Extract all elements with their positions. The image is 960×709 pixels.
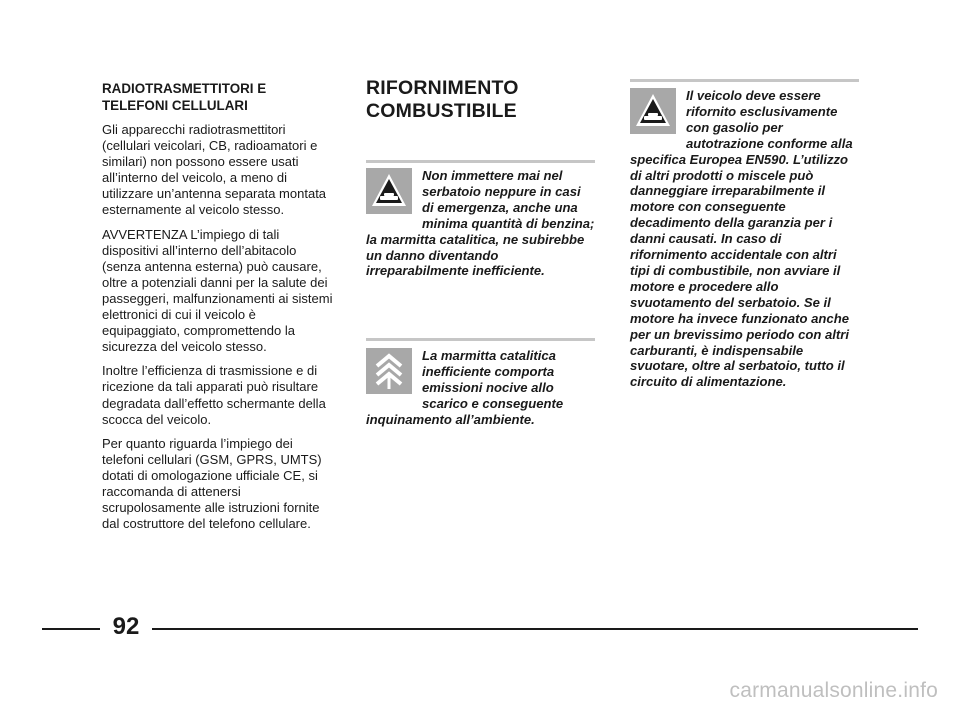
warning-note-box [366, 168, 595, 279]
car-warning-triangle-icon [366, 168, 412, 214]
environment-note-box [366, 348, 595, 428]
diesel-warning-text: Il veicolo deve essere rifornito esclusivamente con gasolio per autotrazione conforme alla specifica Europea EN590. L’utilizzo di altri prodotti o miscele può danneggiare irreparabilmente il motore con conseguente decadimento della garanzia per i danni causati. In caso di rifornimento accidentale con altri tipi di combustibile, non avviare il motore e procedere allo svuotamento del serbatoio. Se il motore ha invece funzionato anche per un brevissimo periodo con altri carburanti, è indispensabile svuotare, oltre al serbatoio, tutto il circuito di alimentazione. [630, 88, 853, 390]
section-heading-radio: RADIOTRASMETTITORI E TELEFONI CELLULARI [102, 81, 267, 113]
environment-note-text: La marmitta catalitica inefficiente comporta emissioni nocive allo scarico e conseguente inquinamento all’ambiente. [366, 348, 564, 427]
fuel-warning-text: Non immettere mai nel serbatoio neppure in casi di emergenza, anche una minima quantità di benzina; la marmitta catalitica, ne subirebbe un danno diventando irreparabilmente inefficiente. [366, 168, 595, 279]
paragraph: Inoltre l’efficienza di trasmissione e di ricezione da tali apparati può risultare degradata dall’effetto schermante della scocca del veicolo. [102, 363, 326, 427]
divider [630, 79, 859, 82]
divider [366, 160, 595, 163]
page-number: 92 [112, 613, 140, 640]
footer-line-right [152, 628, 918, 630]
diesel-warning-box [630, 88, 859, 390]
left-column [102, 80, 334, 540]
section-heading-fuel: RIFORNIMENTO COMBUSTIBILE [366, 77, 519, 122]
paragraph: AVVERTENZA L’impiego di tali dispositivi all’interno dell’abitacolo (senza antenna esterna) può causare, oltre a potenziali danni per la salute dei passeggeri, malfunzionamenti ai sistemi elettronici di cui il veicolo è equipaggiato, compromettendo la sicurezza del veicolo stesso. [102, 226, 333, 355]
watermark: carmanualsonline.info [729, 679, 938, 702]
environment-chevrons-icon [366, 348, 412, 394]
paragraph: Gli apparecchi radiotrasmettitori (cellulari veicolari, CB, radioamatori e similari) non possono essere usati all’interno del veicolo, a meno di utilizzare un’antenna separata montata esternamente al veicolo stesso. [102, 122, 327, 218]
footer-line-left [42, 628, 100, 630]
car-warning-triangle-icon [630, 88, 676, 134]
paragraph: Per quanto riguarda l’impiego dei telefoni cellulari (GSM, GPRS, UMTS) dotati di omologazione ufficiale CE, si raccomanda di attenersi scrupolosamente alle istruzioni fornite dal costruttore del telefono cellulare. [102, 435, 322, 532]
divider [366, 338, 595, 341]
